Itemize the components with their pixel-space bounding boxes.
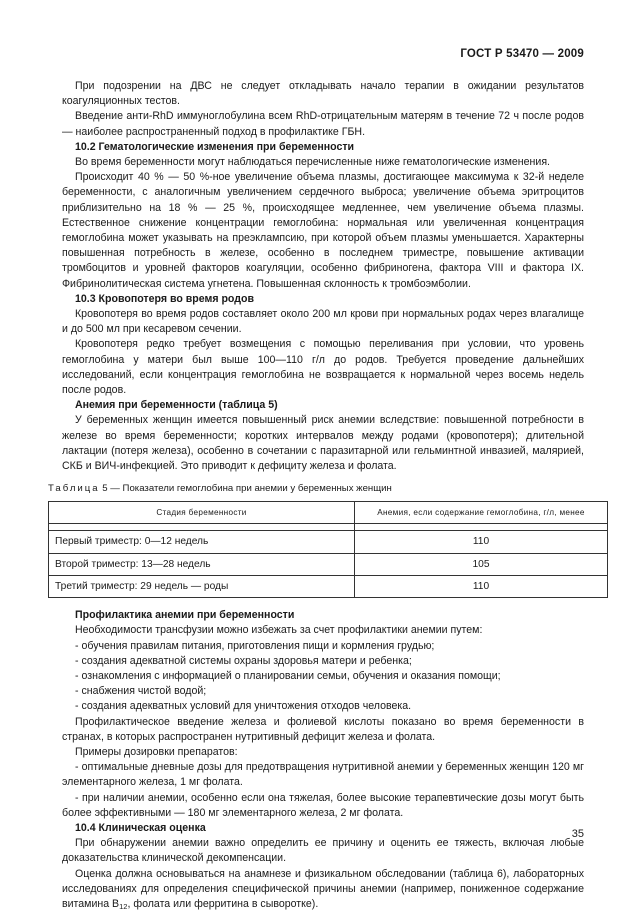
paragraph-dose-1: - оптимальные дневные дозы для предотвращения нутритивной анемии у беременных женщин 120 мг элементарного железа, 1 мг фолата. [62, 761, 584, 789]
section-heading-10-4: 10.4 Клиническая оценка [75, 821, 206, 834]
table-cell-stage: Третий триместр: 29 недель — роды [49, 575, 355, 597]
paragraph-dose-2: - при наличии анемии, особенно если она тяжелая, более высокие терапевтические дозы могут быть более эффективными — 180 мг элементарного железа, 2 мг фолата. [62, 791, 584, 819]
table-caption-text: 5 — Показатели гемоглобина при анемии у беременных женщин [102, 483, 392, 495]
paragraph-prevention-intro: Необходимости трансфузии можно избежать за счет профилактики анемии путем: [75, 624, 483, 637]
table-caption [48, 482, 584, 495]
list-item: - создания адекватных условий для уничтожения отходов человека. [75, 700, 412, 713]
paragraph-anti-rhd: Введение анти-RhD иммуноглобулина всем RhD-отрицательным матерям в течение 72 ч после родов — наиболее распространенный подход в профилактике ГБН. [62, 110, 584, 138]
table-cell-value: 110 [355, 575, 608, 597]
section-heading-10-3: 10.3 Кровопотеря во время родов [75, 292, 254, 305]
paragraph-clinical-2 [62, 867, 584, 913]
document-header: ГОСТ Р 53470 — 2009 [460, 48, 584, 60]
section-heading-10-2: 10.2 Гематологические изменения при беременности [75, 140, 355, 153]
anemia-heading: Анемия при беременности (таблица 5) [75, 399, 278, 412]
paragraph-clinical-2-part-a: Оценка должна основываться на анамнезе и физикальном обследовании (таблица 6), лабораторных исследованиях для определения специфической причины анемии (например, пониженное содержание витамина B [62, 867, 584, 910]
subscript-12: 12 [119, 901, 128, 911]
table-header-threshold: Анемия, если содержание гемоглобина, г/л, менее [355, 502, 608, 524]
list-item: - обучения правилам питания, приготовления пищи и кормления грудью; [75, 639, 435, 652]
list-item: - создания адекватной системы охраны здоровья матери и ребенка; [75, 654, 412, 667]
paragraph-transfusion-need: Кровопотеря редко требует возмещения с помощью переливания при условии, что уровень гемоглобина у матери был выше 100—110 г/л до родов. Требуется проведение дальнейших исследований, если концентрация гемоглобина не возвращается к нормальной через восемь недель после родов. [62, 338, 584, 397]
list-item: - снабжения чистой водой; [75, 685, 207, 698]
paragraph-clinical-2-part-b: , фолата или ферритина в сыворотке). [127, 897, 319, 910]
table-caption-prefix: Таблица [48, 483, 100, 495]
table-row [49, 553, 608, 575]
table-cell-stage: Второй триместр: 13—28 недель [49, 553, 355, 575]
table-row [49, 575, 608, 597]
paragraph-anemia-risk: У беременных женщин имеется повышенный риск анемии вследствие: повышенной потребности в железе во время беременности; коротких интервалов между родами (кровопотеря); длительной лактации (потеря железа), особенно в сочетании с паразитарной или гельминтной инвазией, малярией, СКБ и ВИЧ-инфекцией. Это приводит к дефициту железа и фолата. [62, 414, 584, 473]
document-body [48, 79, 585, 912]
table-cell-value: 105 [355, 553, 608, 575]
prevention-heading: Профилактика анемии при беременности [75, 609, 295, 622]
table-cell-value: 110 [355, 531, 608, 553]
paragraph-hematologic-changes: Происходит 40 % — 50 %-ное увеличение объема плазмы, достигающее максимума к 32-й неделе беременности, с аналогичным увеличением сердечного выброса; увеличение объема эритроцитов приблизительно на 18 % — 25 %, происходящее медленнее, чем увеличение объема плазмы. Естественное снижение концентрации гемоглобина: нормальная или увеличенная концентрация гемоглобина может указывать на преэклампсию, при которой объем плазмы уменьшается. Характерны повышенная потребность в железе, особенно в последнем триместре, повышение активации тромбоцитов и уровней факторов коагуляции, особенно фибриногена, фактора VIII и фактора IX. Фибринолитическая система угнетена. Повышенная склонность к тромбоэмболии. [62, 171, 584, 290]
paragraph-prophylactic: Профилактическое введение железа и фолиевой кислоты показано во время беременности в странах, в которых распространен нутритивный дефицит железа и фолата. [62, 715, 584, 743]
table-row [49, 531, 608, 553]
paragraph-clinical-1: При обнаружении анемии важно определить ее причину и оценить ее тяжесть, включая любые доказательства клинической декомпенсации. [62, 837, 584, 865]
list-item: - ознакомления с информацией о планировании семьи, обучения и оказания помощи; [75, 669, 501, 682]
paragraph-dic: При подозрении на ДВС не следует откладывать начало терапии в ожидании результатов коагуляционных тестов. [62, 80, 584, 108]
hemoglobin-table [48, 501, 608, 598]
paragraph-hematologic-intro: Во время беременности могут наблюдаться перечисленные ниже гематологические изменения. [75, 156, 550, 169]
page-number: 35 [571, 828, 584, 840]
paragraph-dosage-title: Примеры дозировки препаратов: [75, 745, 238, 758]
table-cell-stage: Первый триместр: 0—12 недель [49, 531, 355, 553]
paragraph-blood-loss: Кровопотеря во время родов составляет около 200 мл крови при нормальных родах через влагалище и до 500 мл при кесаревом сечении. [62, 308, 584, 336]
table-header-stage: Стадия беременности [49, 502, 355, 524]
